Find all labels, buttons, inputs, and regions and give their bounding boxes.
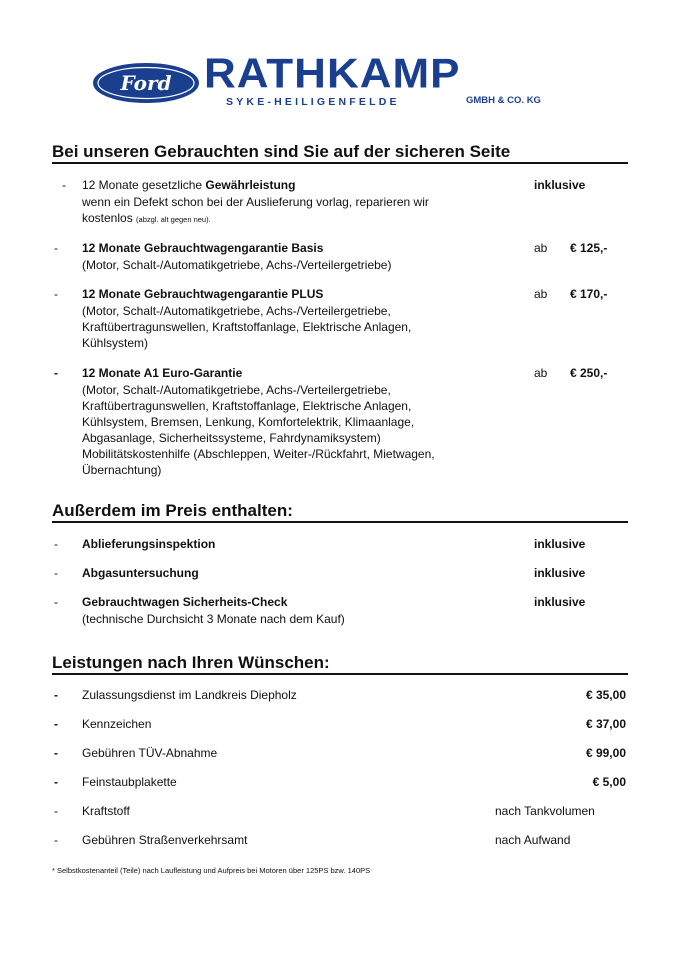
- brand-location: SYKE-HEILIGENFELDE: [226, 96, 400, 108]
- item-desc-line: Kraftübertragunswellen, Kraftstoffanlage, Elektrische Anlagen,: [82, 399, 412, 413]
- item-desc-line: [82, 210, 211, 228]
- list-dash: -: [54, 804, 58, 818]
- item-desc-line: Mobilitätskostenhilfe (Abschleppen, Weiter-/Rückfahrt, Mietwagen,: [82, 447, 435, 461]
- section-title-optional: Leistungen nach Ihren Wünschen:: [52, 653, 330, 672]
- service-price: € 5,00: [592, 775, 626, 789]
- item-desc-line: Kraftübertragunswellen, Kraftstoffanlage, Elektrische Anlagen,: [82, 320, 412, 334]
- list-dash: -: [54, 775, 58, 789]
- item-desc-line: Übernachtung): [82, 463, 162, 477]
- list-dash: -: [54, 241, 58, 255]
- section-title-included: Außerdem im Preis enthalten:: [52, 501, 293, 520]
- item-title-warranty: [82, 178, 295, 192]
- item-desc-line: (Motor, Schalt-/Automatikgetriebe, Achs-/Verteilergetriebe): [82, 258, 392, 272]
- list-dash: -: [54, 566, 58, 580]
- item-value: inklusive: [534, 178, 586, 192]
- item-desc-line: (technische Durchsicht 3 Monate nach dem Kauf): [82, 612, 345, 626]
- item-price: € 170,-: [570, 287, 608, 301]
- item-title-inspection: Ablieferungsinspektion: [82, 537, 216, 551]
- item-title-plus: 12 Monate Gebrauchtwagengarantie PLUS: [82, 287, 324, 301]
- item-desc-line: (Motor, Schalt-/Automatikgetriebe, Achs-/Verteilergetriebe,: [82, 383, 391, 397]
- section-divider: [52, 673, 628, 675]
- brand-name: RATHKAMP: [204, 50, 461, 97]
- list-dash: -: [54, 366, 58, 380]
- list-dash: -: [54, 717, 58, 731]
- item-title-bold: Gewährleistung: [205, 178, 296, 192]
- item-desc-line: Kühlsystem, Bremsen, Lenkung, Komfortelektrik, Klimaanlage,: [82, 415, 415, 429]
- item-price: € 250,-: [570, 366, 608, 380]
- item-desc-small: (abzgl. alt gegen neu).: [136, 215, 211, 224]
- section-divider: [52, 162, 628, 164]
- list-dash: -: [54, 287, 58, 301]
- brand-suffix: GMBH & CO. KG: [466, 95, 541, 106]
- service-label: Zulassungsdienst im Landkreis Diepholz: [82, 688, 297, 702]
- ford-logo-text: Ford: [120, 71, 172, 95]
- service-label: Gebühren Straßenverkehrsamt: [82, 833, 248, 847]
- item-title-a1: 12 Monate A1 Euro-Garantie: [82, 366, 243, 380]
- section-title-guarantees: Bei unseren Gebrauchten sind Sie auf der sicheren Seite: [52, 142, 511, 161]
- list-dash: -: [54, 746, 58, 760]
- item-value: inklusive: [534, 566, 586, 580]
- footnote: * Selbstkostenanteil (Teile) nach Laufleistung und Aufpreis bei Motoren über 125PS bzw. 140PS: [52, 866, 371, 875]
- item-desc-line: (Motor, Schalt-/Automatikgetriebe, Achs-/Verteilergetriebe,: [82, 304, 391, 318]
- item-title-safety-check: Gebrauchtwagen Sicherheits-Check: [82, 595, 288, 609]
- item-desc-text: kostenlos: [82, 211, 133, 225]
- item-value: inklusive: [534, 595, 586, 609]
- service-price: € 35,00: [585, 688, 626, 702]
- service-label: Gebühren TÜV-Abnahme: [82, 746, 218, 760]
- section-divider: [52, 521, 628, 523]
- item-desc-line: wenn ein Defekt schon bei der Auslieferung vorlag, reparieren wir: [82, 195, 429, 209]
- service-label: Feinstaubplakette: [82, 775, 177, 789]
- service-note: nach Tankvolumen: [495, 804, 595, 818]
- item-title-basis: 12 Monate Gebrauchtwagengarantie Basis: [82, 241, 324, 255]
- item-value: inklusive: [534, 537, 586, 551]
- item-ab: ab: [534, 366, 548, 380]
- item-desc-line: Abgasanlage, Sicherheitssysteme, Fahrdynamiksystem): [82, 431, 381, 445]
- service-price: € 37,00: [585, 717, 626, 731]
- item-ab: ab: [534, 287, 548, 301]
- service-note: nach Aufwand: [495, 833, 571, 847]
- service-label: Kraftstoff: [82, 804, 130, 818]
- list-dash: -: [54, 537, 58, 551]
- list-dash: -: [54, 688, 58, 702]
- item-title-prefix: 12 Monate gesetzliche: [82, 178, 206, 192]
- service-label: Kennzeichen: [82, 717, 152, 731]
- service-price: € 99,00: [585, 746, 626, 760]
- ford-logo: [92, 62, 200, 104]
- list-dash: -: [54, 833, 58, 847]
- item-title-exhaust: Abgasuntersuchung: [82, 566, 199, 580]
- list-dash: -: [62, 178, 66, 192]
- item-desc-line: Kühlsystem): [82, 336, 149, 350]
- item-ab: ab: [534, 241, 548, 255]
- list-dash: -: [54, 595, 58, 609]
- item-price: € 125,-: [570, 241, 608, 255]
